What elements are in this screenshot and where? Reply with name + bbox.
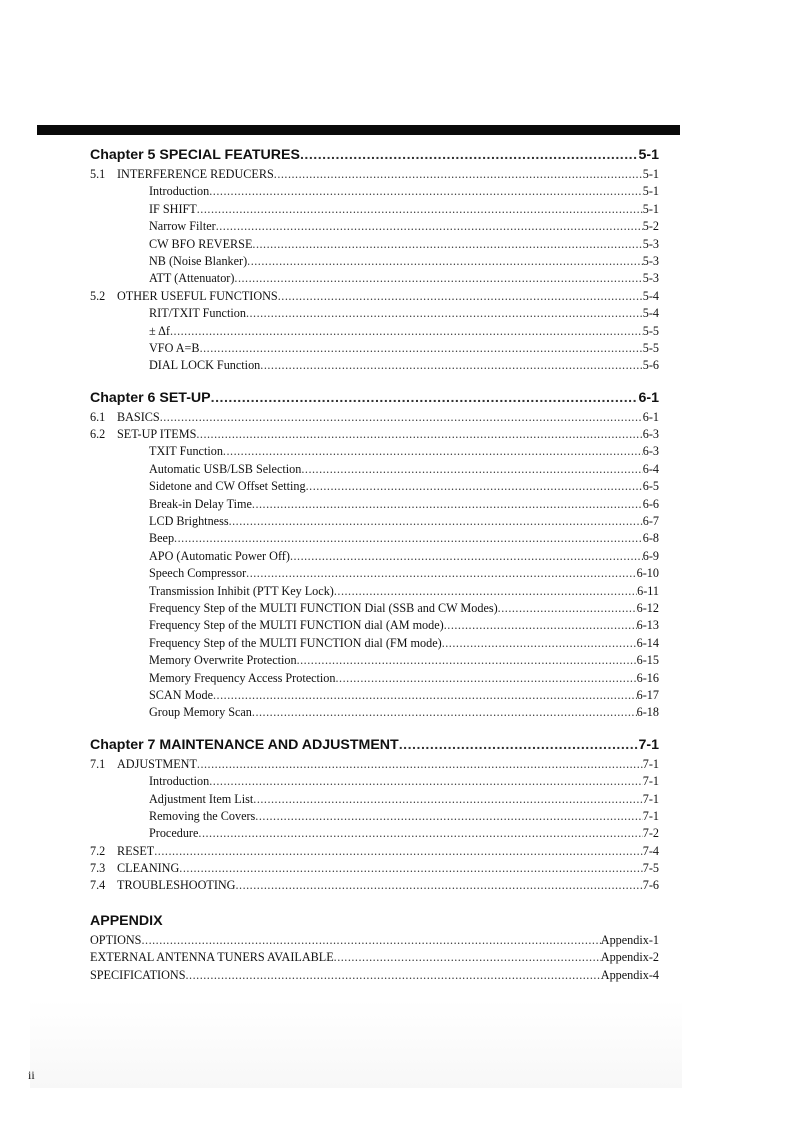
entry-page: 5-1 (642, 184, 659, 199)
entry-page: 6-4 (642, 461, 659, 476)
toc-entry[interactable] (90, 617, 659, 634)
leader-dots (213, 687, 637, 704)
entry-title: OTHER USEFUL FUNCTIONS (117, 288, 278, 303)
leader-dots (246, 305, 643, 322)
entry-page: 7-1 (642, 808, 659, 823)
leader-dots (174, 530, 643, 547)
toc-entry[interactable] (90, 704, 659, 721)
entry-title: Introduction (149, 184, 210, 199)
entry-title: NB (Noise Blanker) (149, 253, 248, 268)
entry-title: RESET (117, 843, 155, 858)
leader-dots (260, 357, 642, 374)
chapter-heading[interactable] (90, 734, 659, 756)
entry-page: 5-4 (642, 306, 659, 321)
entry-page: 5-1 (642, 201, 659, 216)
leader-dots (252, 496, 643, 513)
entry-page: 5-3 (642, 253, 659, 268)
toc-entry[interactable] (90, 825, 659, 842)
entry-title: VFO A=B (149, 340, 200, 355)
entry-title: LCD Brightness (149, 514, 229, 529)
appendix-heading: APPENDIX (90, 912, 163, 929)
toc-entry[interactable] (90, 270, 659, 287)
leader-dots (297, 652, 637, 669)
leader-dots (274, 166, 643, 183)
section-number: 7.3 (90, 861, 106, 876)
entry-page: 7-2 (642, 826, 659, 841)
leader-dots (141, 932, 600, 949)
chapter-page: 5-1 (638, 147, 659, 163)
leader-dots (196, 426, 642, 443)
section-number: 6.2 (90, 427, 106, 442)
toc-entry[interactable] (90, 443, 659, 460)
leader-dots (197, 201, 643, 218)
toc-entry[interactable] (90, 409, 659, 426)
chapter-title: Chapter 7 MAINTENANCE AND ADJUSTMENT (90, 736, 399, 753)
toc-entry[interactable] (90, 791, 659, 808)
leader-dots (498, 600, 637, 617)
leader-dots (247, 253, 643, 270)
leader-dots (211, 387, 639, 409)
section-number: 7.1 (90, 756, 106, 771)
toc-entry[interactable] (90, 288, 659, 305)
entry-title: CW BFO REVERSE (149, 236, 253, 251)
leader-dots (154, 843, 643, 860)
entry-page: 6-8 (642, 531, 659, 546)
entry-page: 5-4 (642, 288, 659, 303)
toc-entry[interactable] (90, 478, 659, 495)
entry-page: 6-6 (642, 496, 659, 511)
entry-title: Narrow Filter (149, 219, 216, 234)
leader-dots (246, 565, 637, 582)
toc-entry[interactable] (90, 877, 659, 894)
leader-dots (160, 409, 643, 426)
toc-entry[interactable] (90, 530, 659, 547)
entry-title: Break-in Delay Time (149, 496, 252, 511)
entry-title: Memory Overwrite Protection (149, 653, 297, 668)
entry-title: CLEANING (117, 861, 180, 876)
section-number: 5.2 (90, 288, 106, 303)
toc-entry[interactable] (90, 756, 659, 773)
entry-page: 6-5 (642, 479, 659, 494)
leader-dots (234, 270, 642, 287)
toc-entry[interactable] (90, 201, 659, 218)
entry-title: Transmission Inhibit (PTT Key Lock) (149, 583, 334, 598)
entry-title: EXTERNAL ANTENNA TUNERS AVAILABLE (90, 950, 334, 965)
entry-page: 5-3 (642, 271, 659, 286)
entry-page: 5-5 (642, 340, 659, 355)
leader-dots (197, 756, 643, 773)
entry-title: IF SHIFT (149, 201, 197, 216)
leader-dots (186, 967, 601, 984)
toc-entry[interactable] (90, 357, 659, 374)
chapter-heading[interactable] (90, 387, 659, 409)
toc-entry[interactable] (90, 166, 659, 183)
entry-page: 6-3 (642, 427, 659, 442)
section-number: 7.2 (90, 843, 106, 858)
entry-page: 5-1 (642, 167, 659, 181)
leader-dots (252, 236, 642, 253)
toc-entry[interactable] (90, 949, 659, 966)
toc-entry[interactable] (90, 323, 659, 340)
entry-title: Removing the Covers (149, 808, 256, 823)
entry-page: 5-2 (642, 219, 659, 234)
leader-dots (209, 773, 643, 790)
entry-title: BASICS (117, 409, 160, 424)
entry-title: Frequency Step of the MULTI FUNCTION Dial (SSB and CW Modes) (149, 600, 498, 615)
leader-dots (253, 791, 642, 808)
chapter-title: Chapter 5 SPECIAL FEATURES (90, 147, 300, 163)
toc-entry[interactable] (90, 236, 659, 253)
toc-entry[interactable] (90, 600, 659, 617)
entry-page: Appendix-1 (600, 932, 659, 947)
entry-page: 7-1 (642, 756, 659, 771)
entry-page: 6-7 (642, 514, 659, 529)
toc-entry[interactable] (90, 218, 659, 235)
entry-title: Speech Compressor (149, 566, 247, 581)
toc-entry[interactable] (90, 773, 659, 790)
entry-page: 7-4 (642, 843, 659, 858)
chapter-title: Chapter 6 SET-UP (90, 389, 211, 406)
entry-page: Appendix-4 (600, 967, 659, 982)
leader-dots (442, 635, 637, 652)
entry-page: 7-1 (642, 791, 659, 806)
entry-title: TXIT Function (149, 444, 223, 459)
leader-dots (216, 218, 643, 235)
toc-entry[interactable] (90, 652, 659, 669)
leader-dots (209, 183, 643, 200)
entry-page: 5-3 (642, 236, 659, 251)
entry-title: OPTIONS (90, 932, 142, 947)
toc-entry[interactable] (90, 932, 659, 949)
entry-page: 6-9 (642, 548, 659, 563)
entry-page: 6-16 (636, 670, 659, 685)
leader-dots (334, 949, 601, 966)
entry-title: INTERFERENCE REDUCERS (117, 167, 274, 181)
entry-title: Memory Frequency Access Protection (149, 670, 336, 685)
entry-page: 6-18 (636, 705, 659, 720)
toc-entry[interactable] (90, 687, 659, 704)
leader-dots (334, 583, 637, 600)
leader-dots (278, 288, 643, 305)
entry-page: 6-3 (642, 444, 659, 459)
leader-dots (235, 877, 642, 894)
leader-dots (300, 144, 639, 166)
page-shading (30, 1000, 682, 1088)
toc-entry[interactable] (90, 670, 659, 687)
chapter-page: 7-1 (638, 736, 659, 753)
entry-title: ATT (Attenuator) (149, 271, 235, 286)
header-rule (37, 125, 680, 135)
toc-entry[interactable] (90, 496, 659, 513)
toc-entry[interactable] (90, 860, 659, 877)
entry-title: SCAN Mode (149, 687, 213, 702)
entry-page: Appendix-2 (600, 950, 659, 965)
entry-title: DIAL LOCK Function (149, 358, 261, 373)
toc-entry[interactable] (90, 426, 659, 443)
entry-title: Adjustment Item List (149, 791, 254, 806)
leader-dots (252, 704, 637, 721)
entry-page: 6-14 (636, 635, 659, 650)
toc-entry[interactable] (90, 583, 659, 600)
chapter-heading[interactable] (90, 144, 659, 166)
leader-dots (306, 478, 643, 495)
entry-title: TROUBLESHOOTING (117, 878, 236, 893)
toc-entry[interactable] (90, 513, 659, 530)
toc-entry[interactable] (90, 548, 659, 565)
chapter-page: 6-1 (638, 389, 659, 406)
entry-title: ADJUSTMENT (117, 756, 197, 771)
toc-entry[interactable] (90, 565, 659, 582)
toc-entry[interactable] (90, 340, 659, 357)
toc-entry[interactable] (90, 843, 659, 860)
entry-title: Automatic USB/LSB Selection (149, 461, 302, 476)
entry-title: SET-UP ITEMS (117, 427, 197, 442)
leader-dots (290, 548, 643, 565)
entry-title: Beep (149, 531, 175, 546)
entry-title: Procedure (149, 826, 199, 841)
toc-entry[interactable] (90, 253, 659, 270)
toc-entry[interactable] (90, 461, 659, 478)
entry-page: 6-17 (636, 687, 659, 702)
entry-page: 6-12 (636, 600, 659, 615)
entry-page: 5-6 (642, 358, 659, 373)
entry-page: 6-11 (637, 583, 659, 598)
entry-page: 6-13 (636, 618, 659, 633)
entry-title: Frequency Step of the MULTI FUNCTION dial (AM mode) (149, 618, 444, 633)
entry-page: 7-1 (642, 774, 659, 789)
table-of-contents (90, 144, 659, 984)
section-number: 5.1 (90, 167, 106, 181)
entry-page: 7-5 (642, 861, 659, 876)
toc-entry[interactable] (90, 635, 659, 652)
entry-title: Group Memory Scan (149, 705, 252, 720)
entry-title: APO (Automatic Power Off) (149, 548, 290, 563)
entry-page: 6-15 (636, 653, 659, 668)
leader-dots (301, 461, 642, 478)
entry-title: SPECIFICATIONS (90, 967, 186, 982)
leader-dots (255, 808, 642, 825)
entry-title: Frequency Step of the MULTI FUNCTION dial (FM mode) (149, 635, 442, 650)
entry-page: 6-1 (642, 409, 659, 424)
leader-dots (223, 443, 643, 460)
toc-entry[interactable] (90, 967, 659, 984)
leader-dots (229, 513, 643, 530)
entry-title: Introduction (149, 774, 210, 789)
leader-dots (336, 670, 637, 687)
toc-entry[interactable] (90, 808, 659, 825)
section-number: 7.4 (90, 878, 106, 893)
leader-dots (444, 617, 637, 634)
entry-page: 6-10 (636, 566, 659, 581)
entry-title: ± Δf (149, 323, 170, 338)
leader-dots (200, 340, 643, 357)
leader-dots (399, 734, 639, 756)
entry-page: 5-5 (642, 323, 659, 338)
entry-page: 7-6 (642, 878, 659, 893)
page-number: ii (28, 1068, 35, 1082)
toc-entry[interactable] (90, 305, 659, 322)
toc-entry[interactable] (90, 183, 659, 200)
entry-title: Sidetone and CW Offset Setting (149, 479, 306, 494)
leader-dots (198, 825, 642, 842)
leader-dots (179, 860, 642, 877)
leader-dots (170, 323, 643, 340)
entry-title: RIT/TXIT Function (149, 306, 246, 321)
section-number: 6.1 (90, 409, 106, 424)
